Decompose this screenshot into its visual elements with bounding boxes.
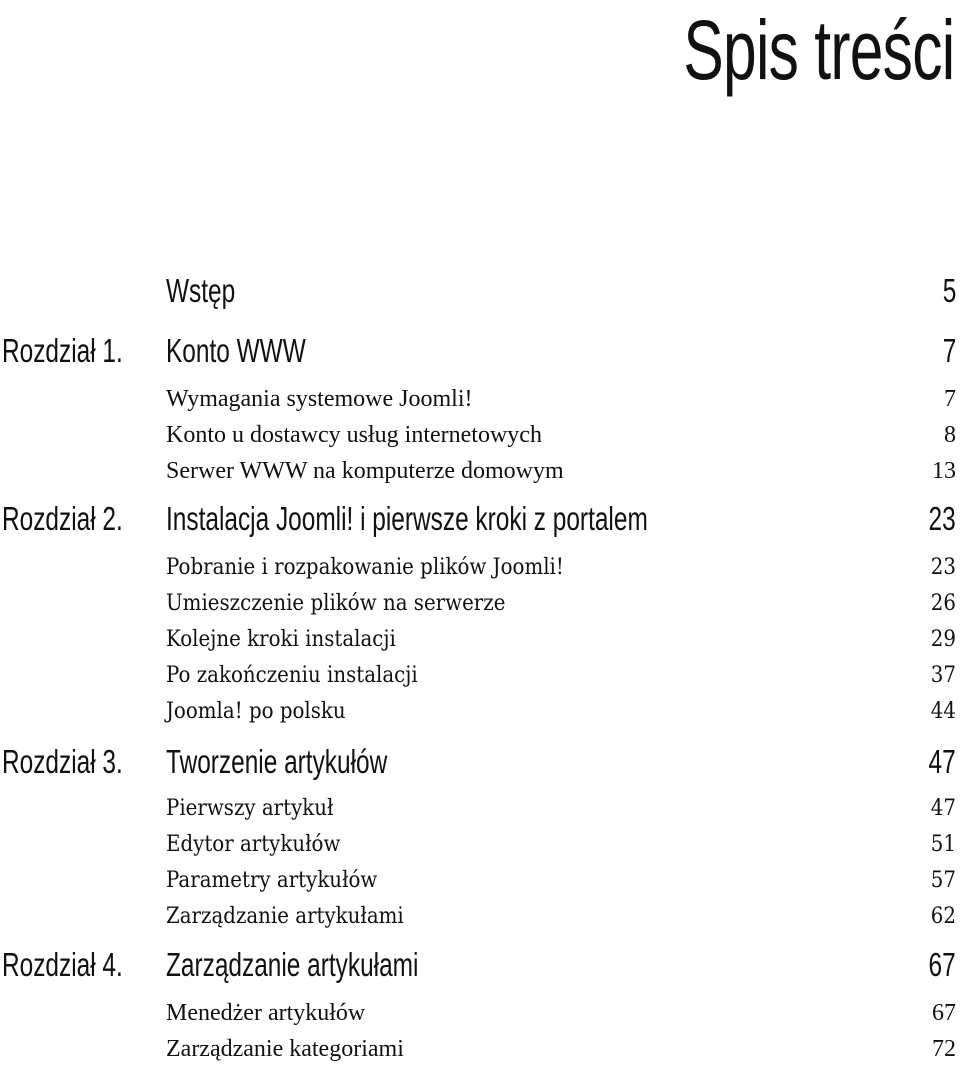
section-page: 62 xyxy=(930,904,956,929)
toc-section-row[interactable] xyxy=(0,453,960,489)
toc-section-row[interactable] xyxy=(0,622,960,658)
toc-section-row[interactable] xyxy=(0,791,960,827)
intro-title: Wstęp xyxy=(166,272,236,309)
toc-chapter-row[interactable] xyxy=(0,334,960,374)
section-page: 37 xyxy=(930,663,956,688)
chapter-title: Zarządzanie artykułami xyxy=(166,946,419,983)
section-page: 26 xyxy=(930,591,956,616)
section-page: 57 xyxy=(930,868,956,893)
chapter-page: 67 xyxy=(928,946,956,983)
section-title: Zarządzanie kategoriami xyxy=(166,1036,404,1062)
section-page: 72 xyxy=(932,1036,956,1062)
section-page: 13 xyxy=(932,458,956,484)
section-title: Kolejne kroki instalacji xyxy=(166,627,396,652)
toc-chapter-row[interactable] xyxy=(0,745,960,785)
chapter-page: 23 xyxy=(928,500,956,537)
section-page: 51 xyxy=(930,832,956,857)
chapter-title: Konto WWW xyxy=(166,332,306,369)
section-title: Edytor artykułów xyxy=(166,832,341,857)
toc-section-row[interactable] xyxy=(0,1031,960,1067)
chapter-title: Instalacja Joomli! i pierwsze kroki z portalem xyxy=(166,500,648,537)
section-page: 44 xyxy=(930,699,956,724)
section-page: 23 xyxy=(930,555,956,580)
toc-intro-row[interactable] xyxy=(0,274,960,314)
chapter-page: 7 xyxy=(942,332,956,369)
section-title: Wymagania systemowe Joomli! xyxy=(166,386,473,412)
chapter-label: Rozdział 4. xyxy=(2,946,123,983)
section-title: Pobranie i rozpakowanie plików Joomli! xyxy=(166,555,564,580)
toc-section-row[interactable] xyxy=(0,550,960,586)
section-page: 29 xyxy=(930,627,956,652)
section-title: Umieszczenie plików na serwerze xyxy=(166,591,506,616)
section-title: Pierwszy artykuł xyxy=(166,796,334,821)
chapter-label: Rozdział 2. xyxy=(2,500,123,537)
section-title: Zarządzanie artykułami xyxy=(166,904,404,929)
toc-chapter-row[interactable] xyxy=(0,502,960,542)
toc-section-row[interactable] xyxy=(0,694,960,730)
section-title: Menedżer artykułów xyxy=(166,1000,366,1026)
toc-section-row[interactable] xyxy=(0,899,960,935)
toc-section-row[interactable] xyxy=(0,995,960,1031)
chapter-label: Rozdział 3. xyxy=(2,743,123,780)
section-title: Serwer WWW na komputerze domowym xyxy=(166,458,564,484)
section-page: 47 xyxy=(930,796,956,821)
chapter-label: Rozdział 1. xyxy=(2,332,123,369)
toc-section-row[interactable] xyxy=(0,658,960,694)
toc-section-row[interactable] xyxy=(0,586,960,622)
toc-section-row[interactable] xyxy=(0,381,960,417)
section-title: Po zakończeniu instalacji xyxy=(166,663,418,688)
toc-chapter-row[interactable] xyxy=(0,948,960,988)
chapter-page: 47 xyxy=(928,743,956,780)
chapter-title: Tworzenie artykułów xyxy=(166,743,388,780)
toc-section-row[interactable] xyxy=(0,417,960,453)
page-title: Spis treści xyxy=(682,3,954,97)
section-title: Konto u dostawcy usług internetowych xyxy=(166,422,542,448)
section-page: 67 xyxy=(932,1000,956,1026)
section-page: 8 xyxy=(944,422,956,448)
section-page: 7 xyxy=(944,386,956,412)
section-title: Parametry artykułów xyxy=(166,868,378,893)
toc-section-row[interactable] xyxy=(0,827,960,863)
section-title: Joomla! po polsku xyxy=(166,699,346,724)
intro-page: 5 xyxy=(942,272,956,309)
toc-section-row[interactable] xyxy=(0,863,960,899)
